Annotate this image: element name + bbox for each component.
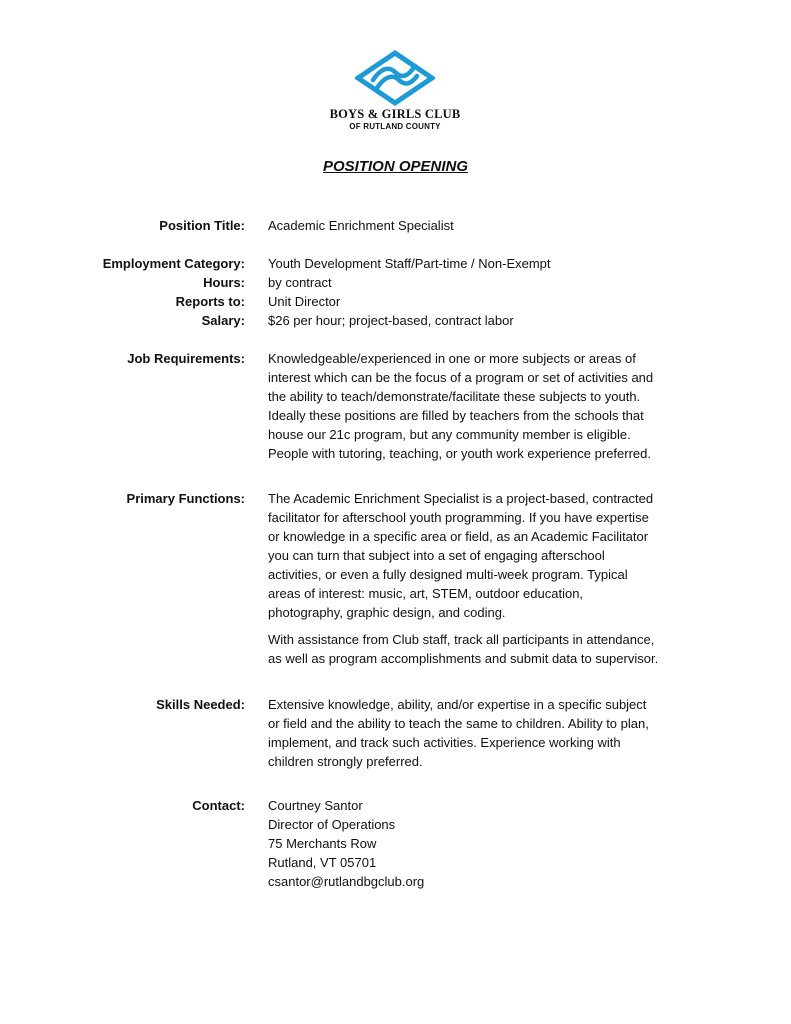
skills-needed-label: Skills Needed: [156, 697, 245, 712]
text-line: or field and the ability to teach the same to children. Ability to plan, [268, 716, 649, 731]
primary-functions-paragraph-2 [268, 630, 708, 668]
text-line: implement, and track such activities. Experience working with [268, 735, 621, 750]
text-line: areas of interest: music, art, STEM, outdoor education, [268, 586, 584, 601]
contact-label: Contact: [192, 798, 245, 813]
text-line: Ideally these positions are filled by teachers from the schools that [268, 408, 644, 423]
text-line: With assistance from Club staff, track all participants in attendance, [268, 632, 655, 647]
employment-category-label: Employment Category: [102, 256, 245, 271]
hours-label: Hours: [203, 275, 245, 290]
contact-name: Courtney Santor [268, 798, 363, 813]
contact-street: 75 Merchants Row [268, 836, 377, 851]
text-line: facilitator for afterschool youth programming. If you have expertise [268, 510, 649, 525]
text-line: or knowledge in a specific area or field, as an Academic Facilitator [268, 529, 649, 544]
position-title-label: Position Title: [159, 218, 245, 233]
reports-to-label: Reports to: [175, 294, 245, 309]
primary-functions-paragraph-1 [268, 489, 708, 622]
text-line: Extensive knowledge, ability, and/or expertise in a specific subject [268, 697, 647, 712]
text-line: children strongly preferred. [268, 754, 423, 769]
text-line: interest which can be the focus of a program or set of activities and [268, 370, 654, 385]
text-line: activities, or even a fully designed multi-week program. Typical [268, 567, 628, 582]
text-line: house our 21c program, but any community member is eligible. [268, 427, 631, 442]
contact-title: Director of Operations [268, 817, 396, 832]
job-requirements-label: Job Requirements: [127, 351, 245, 366]
text-line: photography, graphic design, and coding. [268, 605, 506, 620]
employment-category-value: Youth Development Staff/Part-time / Non-Exempt [268, 256, 551, 271]
primary-functions-text [268, 489, 708, 668]
club-logo-icon [355, 50, 435, 106]
contact-email[interactable]: csantor@rutlandbgclub.org [268, 874, 425, 889]
contact-details [268, 796, 708, 891]
text-line: The Academic Enrichment Specialist is a project-based, contracted [268, 491, 654, 506]
text-line: you can turn that subject into a set of engaging afterschool [268, 548, 605, 563]
hours-value: by contract [268, 275, 332, 290]
reports-to-value: Unit Director [268, 294, 341, 309]
page-title: POSITION OPENING [322, 158, 469, 175]
position-title-value: Academic Enrichment Specialist [268, 218, 454, 233]
text-line: People with tutoring, teaching, or youth work experience preferred. [268, 446, 651, 461]
org-subtitle: OF RUTLAND COUNTY [349, 122, 441, 131]
text-line: as well as program accomplishments and submit data to supervisor. [268, 651, 659, 666]
text-line: Knowledgeable/experienced in one or more subjects or areas of [268, 351, 636, 366]
contact-city: Rutland, VT 05701 [268, 855, 377, 870]
text-line: the ability to teach/demonstrate/facilitate these subjects to youth. [268, 389, 641, 404]
job-requirements-text [268, 349, 708, 463]
salary-label: Salary: [201, 313, 245, 328]
skills-needed-text [268, 695, 708, 771]
salary-value: $26 per hour; project-based, contract labor [268, 313, 514, 328]
primary-functions-label: Primary Functions: [126, 491, 245, 506]
org-name: BOYS & GIRLS CLUB [329, 107, 461, 121]
